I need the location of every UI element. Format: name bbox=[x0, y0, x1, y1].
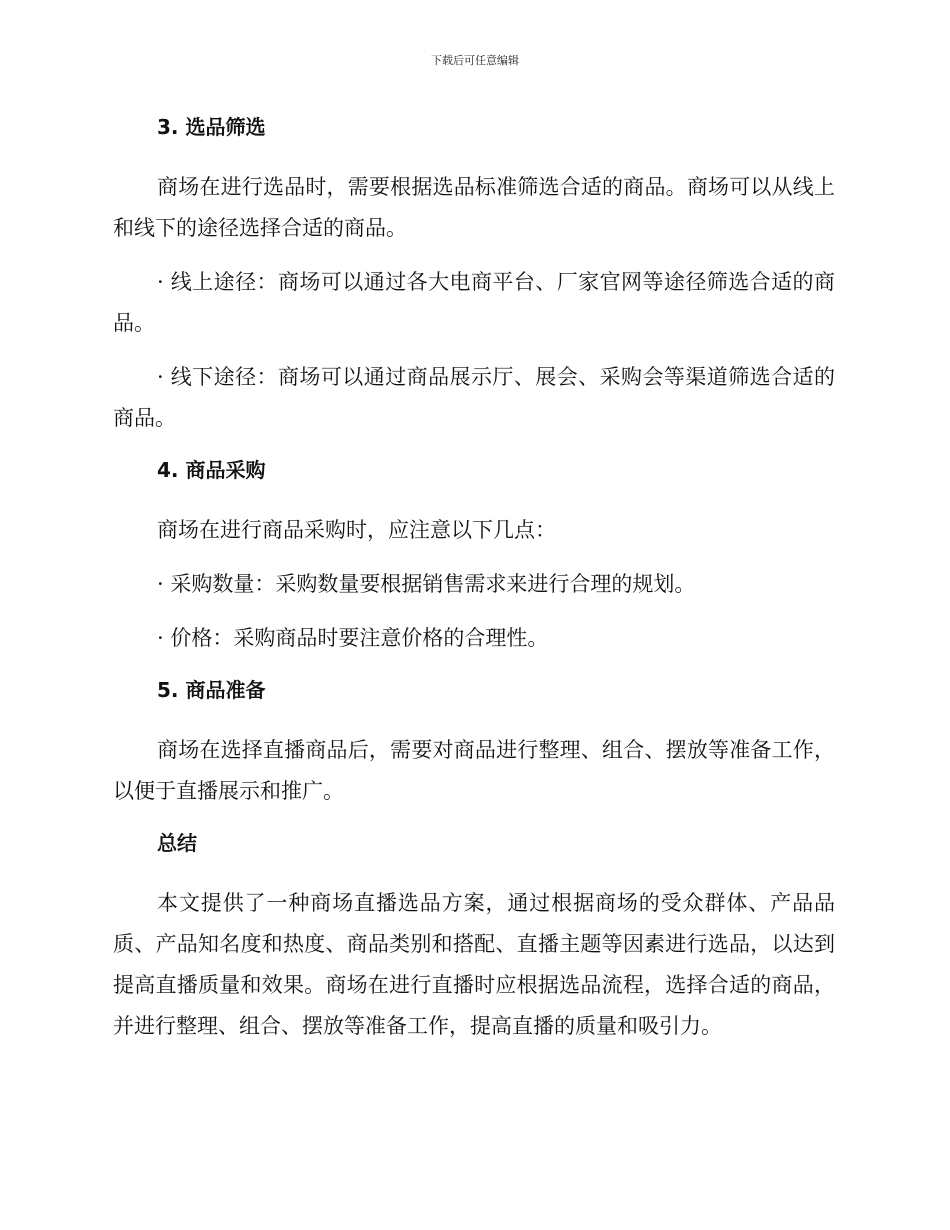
section-heading-selection: 3. 选品筛选 bbox=[157, 115, 266, 139]
header-note: 下载后可任意编辑 bbox=[431, 54, 519, 67]
paragraph-selection-intro: 商场在进行选品时，需要根据选品标准筛选合适的商品。商场可以从线上和线下的途径选择合适的商品。 bbox=[113, 175, 835, 240]
paragraph-preparation: 商场在选择直播商品后，需要对商品进行整理、组合、摆放等准备工作，以便于直播展示和推广。 bbox=[113, 738, 835, 803]
section-heading-preparation: 5. 商品准备 bbox=[157, 678, 266, 702]
paragraph-offline-channel: · 线下途径：商场可以通过商品展示厅、展会、采购会等渠道筛选合适的商品。 bbox=[113, 365, 835, 430]
document-body bbox=[113, 112, 835, 1047]
paragraph-online-channel: · 线上途径：商场可以通过各大电商平台、厂家官网等途径筛选合适的商品。 bbox=[113, 270, 835, 335]
paragraph-summary: 本文提供了一种商场直播选品方案，通过根据商场的受众群体、产品品质、产品知名度和热度、商品类别和搭配、直播主题等因素进行选品，以达到提高直播质量和效果。商场在进行直播时应根据选品流程，选择合适的商品，并进行整理、组合、摆放等准备工作，提高直播的质量和吸引力。 bbox=[113, 891, 835, 1038]
paragraph-purchase-intro: 商场在进行商品采购时，应注意以下几点： bbox=[157, 518, 556, 542]
paragraph-purchase-price: · 价格：采购商品时要注意价格的合理性。 bbox=[157, 626, 549, 650]
paragraph-purchase-quantity: · 采购数量：采购数量要根据销售需求来进行合理的规划。 bbox=[157, 572, 696, 596]
section-heading-summary: 总结 bbox=[157, 831, 197, 855]
section-heading-purchase: 4. 商品采购 bbox=[157, 458, 266, 482]
